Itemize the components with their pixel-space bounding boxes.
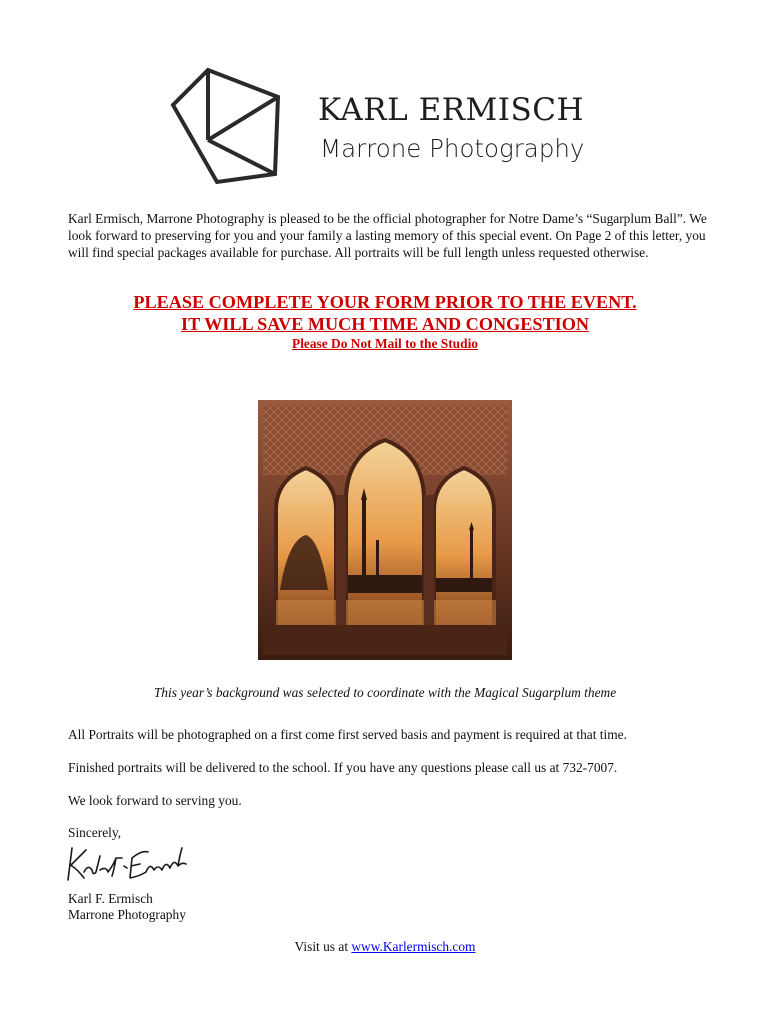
paragraph-sincerely: Sincerely, — [68, 825, 122, 840]
logo-title: KARL ERMISCH — [318, 92, 585, 128]
paragraph-delivery: Finished portraits will be delivered to the school. If you have any questions please call us at 732-7007. — [68, 760, 618, 775]
visit-prefix: Visit us at — [294, 939, 352, 954]
photo-caption: This year’s background was selected to coordinate with the Magical Sugarplum theme — [153, 685, 617, 700]
paragraph-closing: We look forward to serving you. — [68, 793, 242, 808]
signer-name: Karl F. Ermisch — [68, 891, 153, 906]
intro-paragraph: Karl Ermisch, Marrone Photography is pleased to be the official photographer for Notre Dame’s “Sugarplum Ball”. We look forward to preserving for you and your family a lasting memory of this special event. On Page 2 of this letter, you will find special packages available for purchase. All portraits will be full length unless requested otherwise. — [68, 211, 707, 260]
logo-subtitle: Marrone Photography — [320, 134, 585, 163]
headline-line-3: Please Do Not Mail to the Studio — [292, 336, 478, 351]
logo — [165, 62, 605, 192]
handwritten-signature — [62, 836, 192, 886]
headline-line-2: IT WILL SAVE MUCH TIME AND CONGESTION — [181, 314, 589, 334]
signer-company: Marrone Photography — [68, 907, 186, 922]
paragraph-payment: All Portraits will be photographed on a first come first served basis and payment is required at that time. — [68, 727, 627, 742]
website-link[interactable]: www.Karlermisch.com — [351, 939, 476, 954]
background-photo — [258, 400, 512, 660]
visit-line — [0, 939, 770, 955]
headline-line-1: PLEASE COMPLETE YOUR FORM PRIOR TO THE EVENT. — [133, 292, 637, 312]
pentagon-k-logo-icon — [165, 62, 305, 192]
